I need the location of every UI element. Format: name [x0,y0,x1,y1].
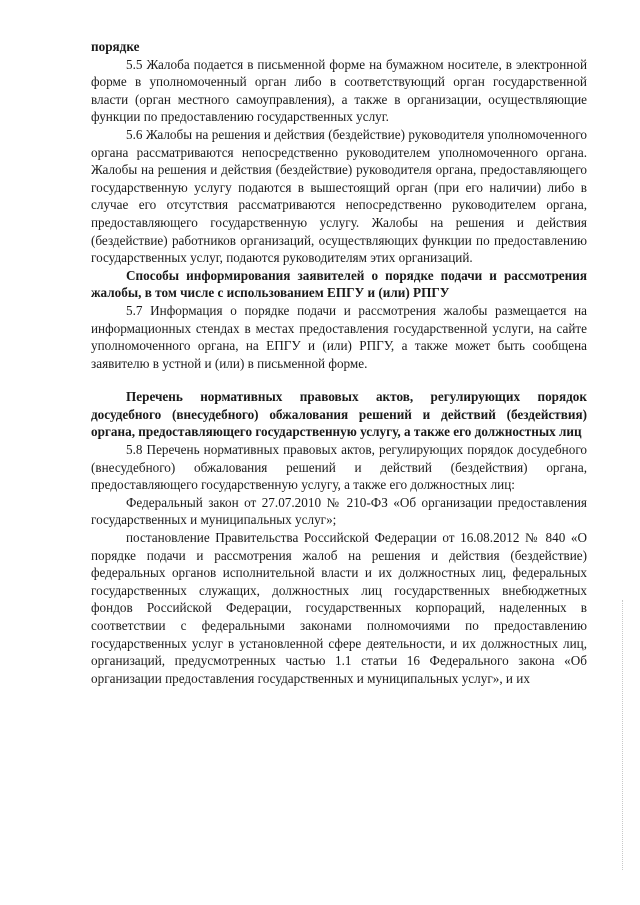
paragraph-federal-law: Федеральный закон от 27.07.2010 № 210-ФЗ «Об организации предоставления государственных и муниципальных услуг»; [91,494,587,528]
paragraph-5-7: 5.7 Информация о порядке подачи и рассмотрения жалобы размещается на информационных стендах в местах предоставления государственной услуги, на сайте уполномоченного органа, на ЕПГУ и (или) РПГУ, а также может быть сообщена заявителю в устной и (или) в письменной форме. [91,302,587,371]
heading-fragment: порядке [91,39,140,54]
document-body [91,38,587,687]
section-heading-informing: Способы информирования заявителей о порядке подачи и рассмотрения жалобы, в том числе с использованием ЕПГУ и (или) РПГУ [91,267,587,301]
paragraph-5-8: 5.8 Перечень нормативных правовых актов, регулирующих порядок досудебного (внесудебного) обжалования решений и действий (бездействия) органа, предоставляющего государственную услугу, а также его должностных лиц: [91,442,587,493]
paragraph-5-5: 5.5 Жалоба подается в письменной форме на бумажном носителе, в электронной форме в уполномоченный орган либо в соответствующий орган государственной власти (орган местного самоуправления), а также в организации, осуществляющие функции по предоставлению государственных услуг. [91,56,587,125]
paragraph-5-6: 5.6 Жалобы на решения и действия (бездействие) руководителя уполномоченного органа рассматриваются непосредственно руководителем уполномоченного органа. Жалобы на решения и действия (бездействие) руководителя органа, предоставляющего государственную услугу подаются в вышестоящий орган (при его наличии) либо в случае его отсутствия рассматриваются непосредственно руководителем органа, предоставляющего государственную услугу. Жалобы на решения и действия (бездействие) работников организаций, осуществляющих функции по предоставлению государственных услуг, подаются руководителям этих организаций. [91,126,587,266]
scan-edge-mark [622,600,624,870]
section-spacer [91,372,587,388]
paragraph-government-decree: постановление Правительства Российской Федерации от 16.08.2012 № 840 «О порядке подачи и рассмотрения жалоб на решения и действия (бездействие) федеральных органов исполнительной власти и их должностных лиц, федеральных государственных служащих, должностных лиц государственных внебюджетных фондов Российской Федерации, государственных корпораций, наделенных в соответствии с федеральными законами полномочиями по предоставлению государственных услуг в установленной сфере деятельности, и их должностных лиц, организаций, предусмотренных частью 1.1 статьи 16 Федерального закона «Об организации предоставления государственных и муниципальных услуг», и их [91,530,587,686]
section-heading-legal-acts: Перечень нормативных правовых актов, регулирующих порядок досудебного (внесудебного) обжалования решений и действий (бездействия) органа, предоставляющего государственную услугу, а также его должностных лиц [91,389,587,440]
